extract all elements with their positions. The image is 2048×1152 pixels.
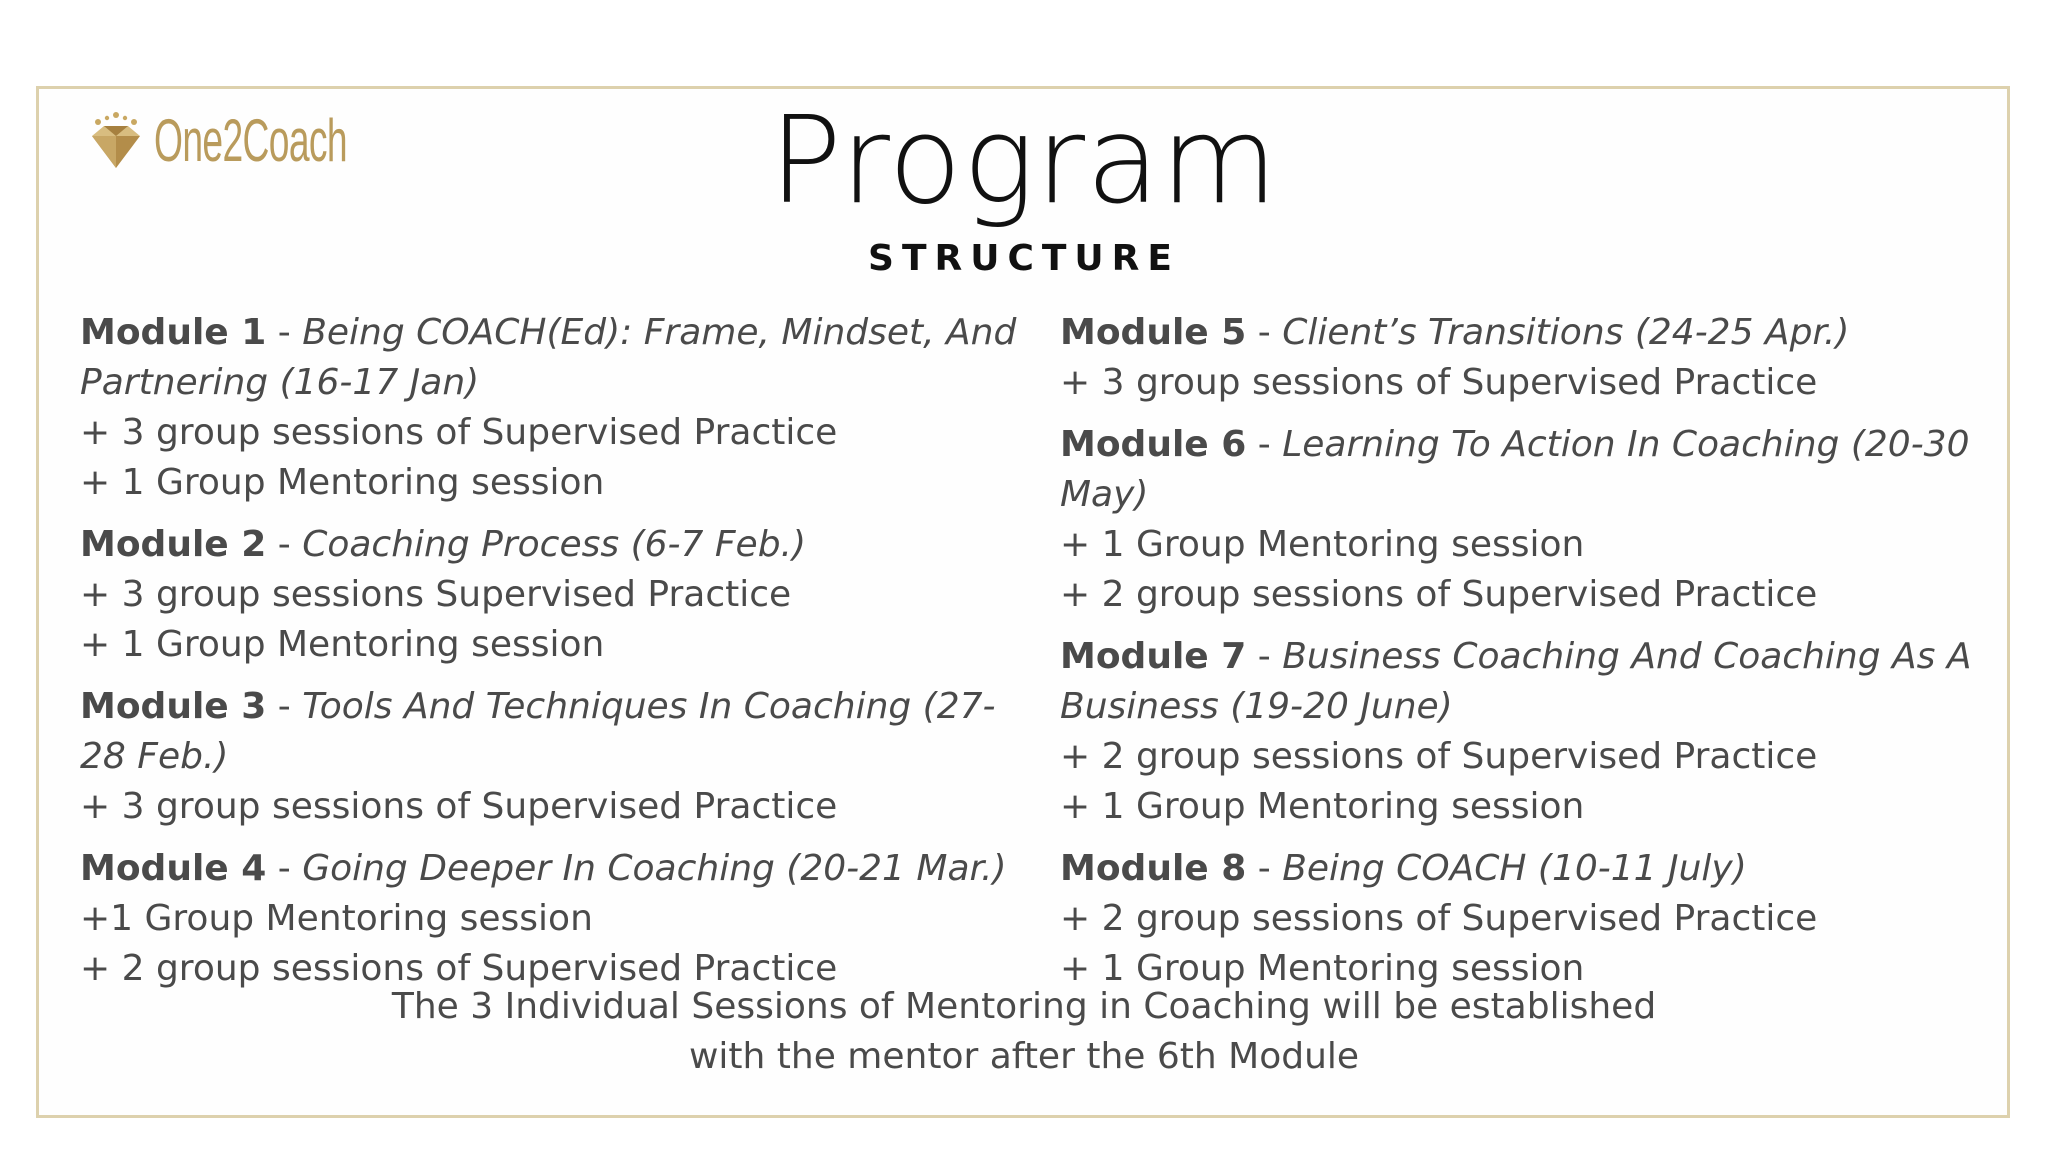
module-title: Being COACH (10-11 July): [1282, 848, 1747, 889]
module-block: [80, 308, 1040, 508]
session-item: + 1 Group Mentoring session: [80, 462, 605, 503]
module-block: [80, 682, 1040, 832]
module-block: [80, 844, 1040, 994]
module-title: Tools And Techniques In Coaching (27-28 Feb.): [80, 686, 996, 777]
module-heading: [1060, 308, 2000, 358]
footer-note: [0, 982, 2048, 1082]
module-separator: -: [266, 524, 303, 565]
module-heading: [80, 844, 1040, 894]
module-label: Module 3: [80, 686, 267, 727]
module-label: Module 6: [1060, 424, 1247, 465]
footer-line-1: The 3 Individual Sessions of Mentoring in Coaching will be established: [391, 986, 1657, 1027]
module-heading: [1060, 632, 2000, 732]
module-heading: [80, 308, 1040, 408]
module-block: [1060, 844, 2000, 994]
session-item: + 3 group sessions Supervised Practice: [80, 574, 792, 615]
module-title: Business Coaching And Coaching As A Business (19-20 June): [1060, 636, 1972, 727]
session-item: + 2 group sessions of Supervised Practice: [1060, 898, 1818, 939]
module-label: Module 4: [80, 848, 267, 889]
session-item: + 1 Group Mentoring session: [1060, 786, 1585, 827]
module-separator: -: [266, 686, 303, 727]
module-separator: -: [1246, 848, 1283, 889]
session-item: + 1 Group Mentoring session: [1060, 524, 1585, 565]
module-separator: -: [1246, 424, 1283, 465]
session-item: + 2 group sessions of Supervised Practice: [80, 948, 838, 989]
module-block: [1060, 308, 2000, 408]
logo-text: One2Coach: [154, 107, 347, 174]
module-heading: [80, 682, 1040, 782]
session-item: +1 Group Mentoring session: [80, 898, 593, 939]
module-label: Module 1: [80, 312, 267, 353]
module-heading: [1060, 844, 2000, 894]
module-block: [1060, 632, 2000, 832]
module-heading: [80, 520, 1040, 570]
session-item: + 1 Group Mentoring session: [80, 624, 605, 665]
module-title: Going Deeper In Coaching (20-21 Mar.): [302, 848, 1007, 889]
module-heading: [1060, 420, 2000, 520]
module-label: Module 5: [1060, 312, 1247, 353]
module-title: Learning To Action In Coaching (20-30 May): [1060, 424, 1970, 515]
left-module-column: [80, 308, 1040, 1006]
session-item: + 3 group sessions of Supervised Practice: [80, 412, 838, 453]
module-separator: -: [1246, 312, 1283, 353]
module-block: [1060, 420, 2000, 620]
module-title: Client’s Transitions (24-25 Apr.): [1282, 312, 1850, 353]
session-item: + 3 group sessions of Supervised Practice: [1060, 362, 1818, 403]
session-item: + 2 group sessions of Supervised Practice: [1060, 574, 1818, 615]
page-subtitle: STRUCTURE: [868, 238, 1180, 279]
module-separator: -: [266, 848, 303, 889]
module-separator: -: [266, 312, 303, 353]
module-label: Module 7: [1060, 636, 1247, 677]
session-item: + 1 Group Mentoring session: [1060, 948, 1585, 989]
module-separator: -: [1246, 636, 1283, 677]
module-title: Coaching Process (6-7 Feb.): [302, 524, 807, 565]
session-item: + 2 group sessions of Supervised Practice: [1060, 736, 1818, 777]
page-title: Program: [769, 92, 1279, 231]
module-block: [80, 520, 1040, 670]
module-title: Being COACH(Ed): Frame, Mindset, And Partnering (16-17 Jan): [80, 312, 1017, 403]
footer-line-2: with the mentor after the 6th Module: [688, 1036, 1360, 1077]
module-label: Module 8: [1060, 848, 1247, 889]
session-item: + 3 group sessions of Supervised Practice: [80, 786, 838, 827]
right-module-column: [1060, 308, 2000, 1006]
module-label: Module 2: [80, 524, 267, 565]
